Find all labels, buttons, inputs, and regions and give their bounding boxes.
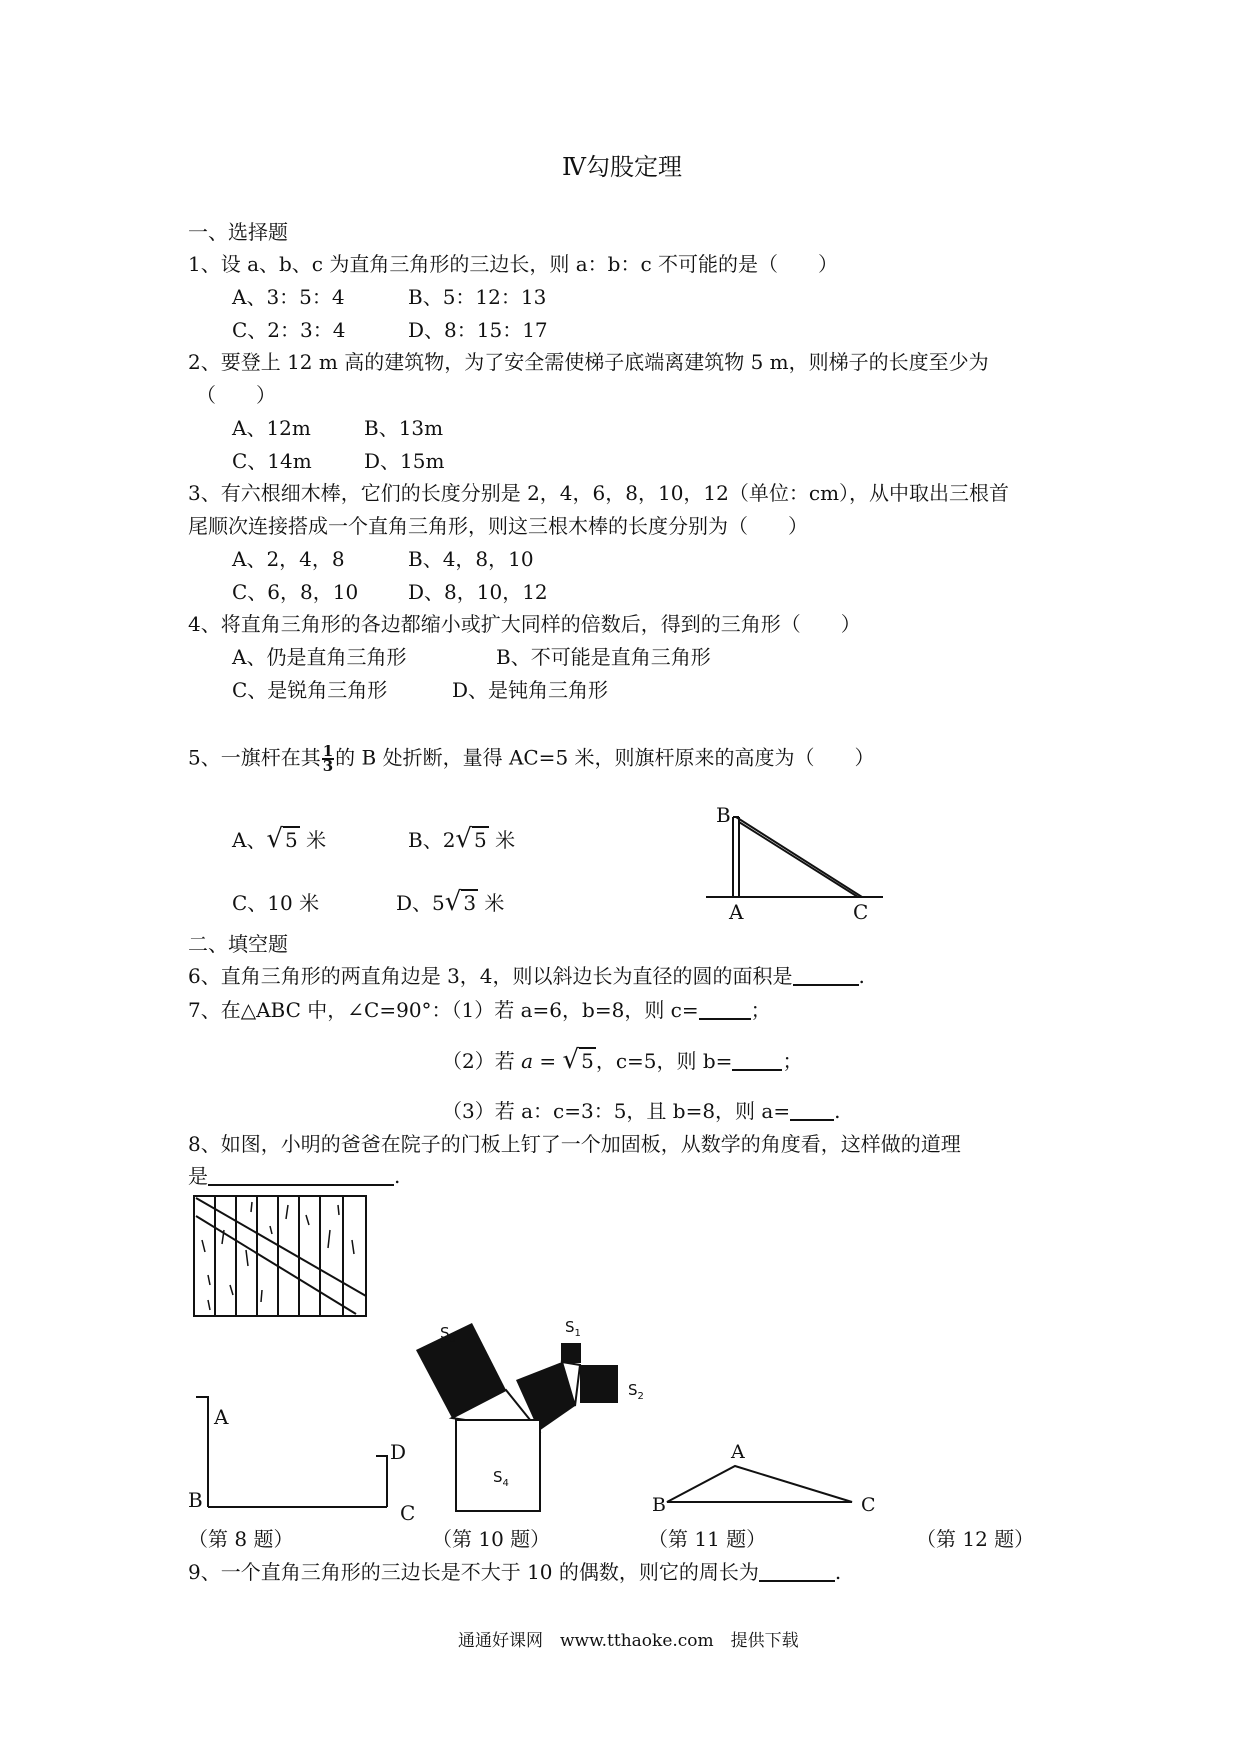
caption-q12: （第 12 题） bbox=[916, 1527, 1035, 1551]
radicand: 5 bbox=[285, 828, 298, 852]
section-heading-choice: 一、选择题 bbox=[188, 220, 288, 244]
q1-option-c: C、2：3：4 bbox=[232, 318, 346, 342]
triangle-abc-figure bbox=[667, 1466, 852, 1502]
flag-label-b: B bbox=[716, 803, 731, 827]
q2-option-a: A、12m bbox=[232, 416, 311, 440]
q2-option-c: C、14m bbox=[232, 449, 312, 473]
radicand: 5 bbox=[474, 828, 487, 852]
broken-part-1 bbox=[736, 817, 862, 897]
question-8-stem: 8、如图，小明的爸爸在院子的门板上钉了一个加固板，从数学的角度看，这样做的道理 bbox=[188, 1132, 961, 1156]
q4-option-c: C、是锐角三角形 bbox=[232, 678, 388, 702]
question-9 bbox=[188, 1562, 841, 1582]
question-4-stem: 4、将直角三角形的各边都缩小或扩大同样的倍数后，得到的三角形（ ） bbox=[188, 612, 861, 636]
q6-end: . bbox=[858, 964, 865, 988]
answer-blank[interactable] bbox=[759, 1562, 835, 1582]
radicand: 5 bbox=[581, 1049, 594, 1073]
door-board-figure bbox=[194, 1196, 366, 1316]
q5-option-c: C、10 米 bbox=[232, 891, 320, 915]
radicand: 3 bbox=[463, 891, 477, 915]
answer-blank[interactable] bbox=[790, 1101, 834, 1121]
flag-label-a: A bbox=[729, 900, 744, 924]
answer-blank[interactable] bbox=[699, 1000, 751, 1020]
equals-sign: = bbox=[533, 1049, 563, 1073]
label-s1: $S_1$ bbox=[565, 1318, 581, 1339]
question-3-stem-line2: 尾顺次连接搭成一个直角三角形，则这三根木棒的长度分别为（ ） bbox=[188, 514, 808, 538]
q4-option-b: B、不可能是直角三角形 bbox=[496, 645, 711, 669]
q4-option-a: A、仍是直角三角形 bbox=[232, 645, 407, 669]
question-7-part3 bbox=[442, 1101, 840, 1121]
q6-stem: 6、直角三角形的两直角边是 3，4，则以斜边长为直径的圆的面积是 bbox=[188, 964, 793, 988]
q1-option-d: D、8：15：17 bbox=[408, 318, 548, 342]
squares-figure bbox=[416, 1323, 618, 1511]
caption-q10: （第 10 题） bbox=[432, 1527, 551, 1551]
q4-option-d: D、是钝角三角形 bbox=[452, 678, 609, 702]
q5-a-unit: 米 bbox=[299, 828, 327, 852]
triangle-label-a: A bbox=[731, 1441, 745, 1463]
caption-q11: （第 11 题） bbox=[648, 1527, 767, 1551]
q7-end2: ； bbox=[782, 1049, 803, 1073]
sqrt-5: √ 5 bbox=[455, 824, 487, 854]
q7-p2-post: ，c=5，则 b= bbox=[595, 1049, 733, 1073]
square-s2 bbox=[580, 1365, 618, 1403]
sqrt-3: √ 3 bbox=[444, 887, 477, 917]
q5-a-label: A、 bbox=[232, 828, 267, 852]
q7-p2-pre: （2）若 bbox=[442, 1049, 522, 1073]
q5-d-label: D、5 bbox=[396, 891, 445, 915]
path-label-c: C bbox=[400, 1501, 416, 1525]
brace-edge-bottom bbox=[196, 1216, 356, 1314]
question-8-line2 bbox=[188, 1166, 400, 1186]
sqrt-5: √ 5 bbox=[562, 1045, 594, 1075]
broken-part-2 bbox=[739, 822, 858, 897]
q5-stem-pre: 5、一旗杆在其 bbox=[188, 745, 321, 770]
square-s4 bbox=[456, 1420, 540, 1511]
fraction-numerator: 1 bbox=[322, 742, 334, 760]
flagpole-figure bbox=[706, 817, 883, 897]
q1-option-a: A、3：5：4 bbox=[232, 285, 345, 309]
sqrt-5: √ 5 bbox=[266, 824, 298, 854]
question-6 bbox=[188, 966, 865, 986]
path-label-a: A bbox=[214, 1405, 229, 1429]
flag-label-c: C bbox=[853, 900, 869, 924]
q8-stem2: 是 bbox=[188, 1164, 208, 1188]
question-7 bbox=[188, 1000, 771, 1020]
q2-option-d: D、15m bbox=[364, 449, 445, 473]
label-s2: $S_2$ bbox=[628, 1381, 644, 1402]
q7-end1: ； bbox=[750, 998, 771, 1022]
q7-end3: . bbox=[834, 1099, 841, 1123]
q8-end: . bbox=[394, 1164, 401, 1188]
triangle-abc bbox=[667, 1466, 852, 1502]
q5-b-unit: 米 bbox=[488, 828, 516, 852]
caption-q8: （第 8 题） bbox=[188, 1527, 294, 1551]
q1-option-b: B、5：12：13 bbox=[408, 285, 547, 309]
q3-option-d: D、8，10，12 bbox=[408, 580, 548, 604]
q3-option-c: C、6，8，10 bbox=[232, 580, 359, 604]
variable-a: a bbox=[521, 1049, 534, 1073]
brace-edge-top bbox=[196, 1198, 366, 1296]
question-1-stem: 1、设 a、b、c 为直角三角形的三边长，则 a：b：c 不可能的是（ ） bbox=[188, 252, 839, 276]
q5-stem-post: 的 B 处折断，量得 AC=5 米，则旗杆原来的高度为（ ） bbox=[335, 745, 875, 770]
answer-blank[interactable] bbox=[732, 1051, 782, 1071]
q7-p3: （3）若 a：c=3：5，且 b=8，则 a= bbox=[442, 1099, 791, 1123]
footer-credit: 通通好课网 www.tthaoke.com 提供下载 bbox=[458, 1631, 799, 1651]
q9-end: . bbox=[834, 1560, 842, 1584]
page-title: Ⅳ勾股定理 bbox=[562, 153, 682, 181]
label-s4: $S_4$ bbox=[493, 1468, 509, 1489]
square-s1 bbox=[561, 1343, 581, 1363]
section-heading-fill: 二、填空题 bbox=[188, 932, 288, 956]
q5-b-label: B、2 bbox=[408, 828, 456, 852]
path-label-d: D bbox=[390, 1440, 407, 1464]
answer-blank[interactable] bbox=[208, 1166, 394, 1186]
question-2-paren: （ ） bbox=[196, 383, 276, 407]
triangle-label-b: B bbox=[652, 1494, 666, 1516]
path-label-b: B bbox=[188, 1488, 203, 1512]
question-3-stem: 3、有六根细木棒，它们的长度分别是 2，4，6，8，10，12（单位：cm），从中取出三根首 bbox=[188, 481, 1010, 505]
triangle-label-c: C bbox=[861, 1494, 876, 1516]
q2-option-b: B、13m bbox=[364, 416, 444, 440]
answer-blank[interactable] bbox=[793, 966, 859, 986]
q9-stem: 9、一个直角三角形的三边长是不大于 10 的偶数，则它的周长为 bbox=[188, 1560, 759, 1584]
label-s3: $S_3$ bbox=[440, 1324, 456, 1345]
q5-d-unit: 米 bbox=[478, 891, 505, 915]
door-frame bbox=[194, 1196, 366, 1316]
question-7-part2 bbox=[442, 1047, 802, 1073]
fraction-denominator: 3 bbox=[322, 757, 334, 775]
q3-option-a: A、2，4，8 bbox=[232, 547, 345, 571]
question-2-stem: 2、要登上 12 m 高的建筑物，为了安全需使梯子底端离建筑物 5 m，则梯子的长度至少为 bbox=[188, 350, 989, 374]
q3-option-b: B、4，8，10 bbox=[408, 547, 534, 571]
q7-stem: 7、在△ABC 中，∠C=90°：（1）若 a=6，b=8，则 c= bbox=[188, 998, 699, 1022]
